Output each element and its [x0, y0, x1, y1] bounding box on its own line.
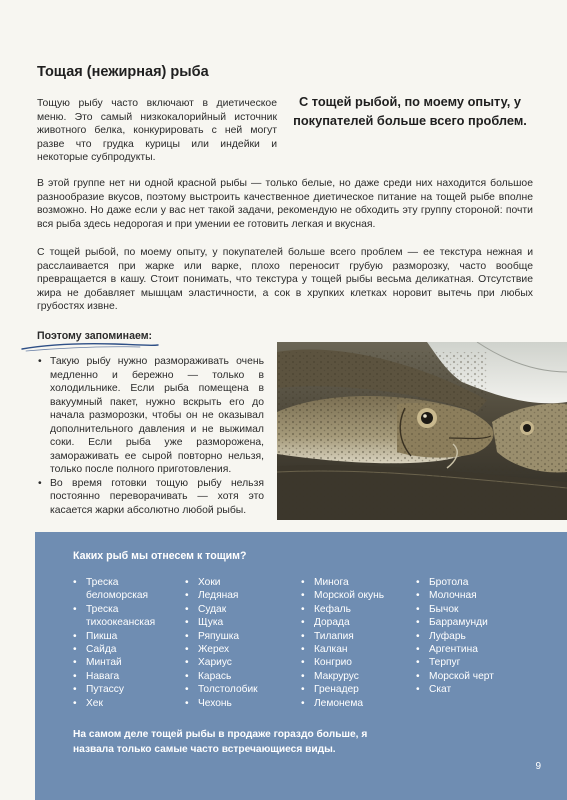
list-item: • Терпуг [416, 656, 531, 669]
list-item: • Хариус [185, 656, 293, 669]
list-item: • Бротола [416, 576, 531, 589]
page-title: Тощая (нежирная) рыба [37, 64, 209, 80]
list-item: • Во время готовки тощую рыбу нельзя постоянно переворачивать — хотя это касается жарки абсолютно любой рыбы. [40, 477, 264, 518]
list-item: • Лемонема [301, 697, 416, 710]
list-item: • Чехонь [185, 697, 293, 710]
list-item: • Дорада [301, 616, 416, 629]
list-item: • Кефаль [301, 603, 416, 616]
list-item: • Судак [185, 603, 293, 616]
list-item: • Хоки [185, 576, 293, 589]
body-paragraph-2: С тощей рыбой, по моему опыту, у покупателей больше всего проблем — ее текстура нежная и расслаивается при жарке или варке, плохо переносит грубую разморозку, часто вообще превращается в кашу. Стоит понимать, что текстура у тощей рыбы весьма деликатная. Отсутствие жира не добавляет мышцам эластичности, а сок в хрупких клетках норовит вытечь при любых грубостях извне. [37, 247, 533, 313]
fish-list-column-2 [185, 576, 293, 710]
list-item: • Калкан [301, 643, 416, 656]
list-item: • Ледяная [185, 589, 293, 602]
list-item: • Тилапия [301, 630, 416, 643]
list-item: • Конгрио [301, 656, 416, 669]
fish-list-column-4 [416, 576, 531, 697]
list-item: • Минтай [73, 656, 181, 669]
remember-heading: Поэтому запоминаем: [37, 330, 153, 342]
list-item: • Сайда [73, 643, 181, 656]
list-item: • Треска тихоокеанская [73, 603, 181, 630]
list-item: • Толстолобик [185, 683, 293, 696]
list-item: • Минога [301, 576, 416, 589]
list-item: • Щука [185, 616, 293, 629]
list-item: • Аргентина [416, 643, 531, 656]
list-item: • Такую рыбу нужно размораживать очень медленно и бережно — только в холодильнике. Если рыба помещена в вакуумный пакет, нужно вскрыть его до начала разморозки, чтобы он не оказывал дополнительного давления и не выжимал соки. Если рыба уже разморожена, замораживать ее сырой повторно нельзя, только после полного приготовления. [40, 355, 264, 477]
fish-list-column-3 [301, 576, 416, 710]
cod-fish-illustration [277, 342, 567, 520]
list-item: • Навага [73, 670, 181, 683]
fish-list-column-1 [73, 576, 181, 710]
lean-fish-box [35, 532, 567, 800]
page-number: 9 [535, 761, 541, 772]
list-item: • Гренадер [301, 683, 416, 696]
cod-fish-photo [277, 342, 567, 520]
list-item: • Морской черт [416, 670, 531, 683]
box-title: Каких рыб мы отнесем к тощим? [73, 550, 247, 562]
box-note: На самом деле тощей рыбы в продаже гораздо больше, я назвала только самые часто встречающиеся виды. [73, 729, 368, 755]
list-item: • Жерех [185, 643, 293, 656]
list-item: • Ряпушка [185, 630, 293, 643]
remember-list [40, 355, 264, 517]
list-item: • Макрурус [301, 670, 416, 683]
list-item: • Треска беломорская [73, 576, 181, 603]
list-item: • Путассу [73, 683, 181, 696]
pull-quote: С тощей рыбой, по моему опыту, у покупателей больше всего проблем. [293, 94, 527, 128]
list-item: • Морской окунь [301, 589, 416, 602]
scribble-underline-decoration [20, 340, 160, 354]
list-item: • Молочная [416, 589, 531, 602]
intro-paragraph: Тощую рыбу часто включают в диетическое меню. Это самый низкокалорийный источник животного белка, конкурировать с ней могут разве что грудка курицы или индейки и некоторые субпродукты. [37, 98, 277, 164]
list-item: • Пикша [73, 630, 181, 643]
list-item: • Баррамунди [416, 616, 531, 629]
list-item: • Скат [416, 683, 531, 696]
body-paragraph-1: В этой группе нет ни одной красной рыбы — только белые, но даже среди них находится большое разнообразие вкусов, поэтому выстроить качественное диетическое питание на тощей рыбе вполне возможно. Но даже если у вас нет такой задачи, рекомендую не обходить эту группу стороной: почти вся рыба здесь недорогая и при умении ее готовить легкая и вкусная. [37, 178, 533, 230]
list-item: • Бычок [416, 603, 531, 616]
list-item: • Хек [73, 697, 181, 710]
list-item: • Карась [185, 670, 293, 683]
list-item: • Луфарь [416, 630, 531, 643]
